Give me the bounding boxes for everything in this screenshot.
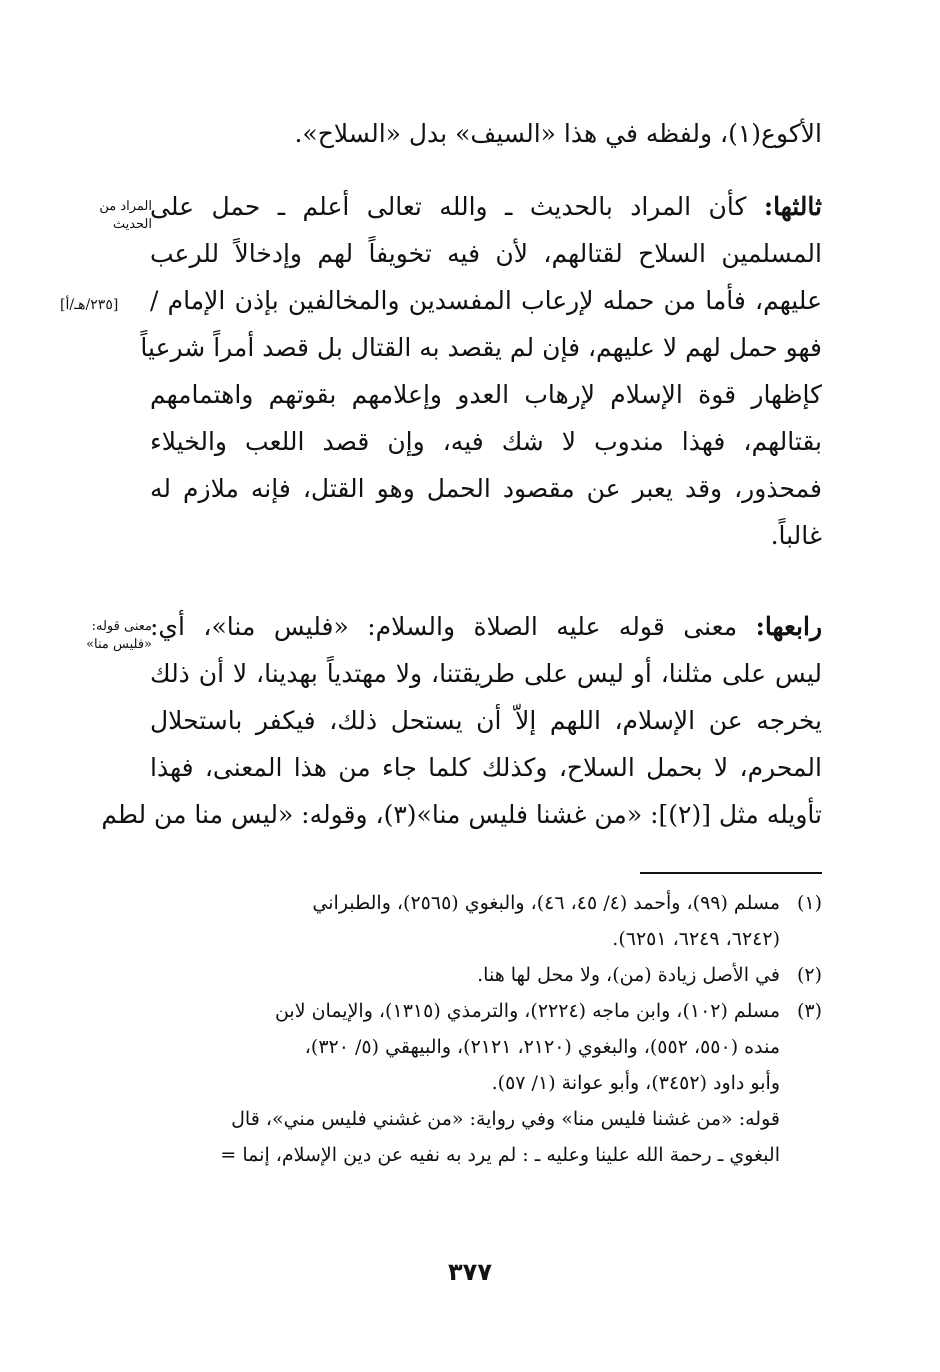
- text-line: كإظهار قوة الإسلام لإرهاب العدو وإعلامهم بقوتهم واهتمامهم: [150, 380, 822, 409]
- footnote-3: (٣)مسلم (١٠٢)، وابن ماجه (٢٢٢٤)، والترمذي (١٣١٥)، والإيمان لابن منده (٥٥٠، ٥٥٢)، والبغوي (٢١٢٠، ٢١٢١)، والبيهقي (٥/ ٣٢٠)، وأبو داود (٣٤٥٢)، وأبو عوانة (١/ ٥٧). قوله: «من غشنا فليس منا» وفي رواية: «من غشني فليس مني»، قال البغوي ـ رحمة الله علينا وعليه ـ : لم يرد به نفيه عن دين الإسلام، إنما =: [150, 993, 822, 1173]
- text-line: الأكوع(١)، ولفظه في هذا «السيف» بدل «السلاح».: [294, 119, 822, 148]
- footnote-number: (٢): [796, 964, 822, 986]
- margin-note-meaning-of-phrase: معنى قوله: «فليس منا»: [86, 619, 152, 652]
- text-line: يخرجه عن الإسلام، اللهم إلاّ أن يستحل ذلك، فيكفر باستحلال: [150, 706, 822, 735]
- text-line: بقتالهم، فهذا مندوب لا شك فيه، وإن قصد اللعب والخيلاء: [150, 427, 822, 456]
- paragraph-lead: رابعها:: [755, 612, 823, 641]
- text-line: عليهم، فأما من حمله لإرعاب المفسدين والمخالفين بإذن الإمام /: [150, 286, 822, 315]
- footnote-number: (١): [796, 892, 822, 914]
- paragraph-2: [140, 183, 822, 559]
- text-line: فمحذور، وقد يعبر عن مقصود الحمل وهو القتل، فإنه ملازم له: [150, 474, 822, 503]
- text-line: غالباً.: [770, 521, 822, 550]
- text-line: تأويله مثل [(٢)]: «من غشنا فليس منا»(٣)، وقوله: «ليس منا من لطم: [101, 800, 822, 829]
- text-line: المحرم، لا بحمل السلاح، وكذلك كلما جاء من هذا المعنى، فهذا: [150, 753, 822, 782]
- paragraph-1: [150, 110, 822, 157]
- page-number: ٣٧٧: [448, 1258, 492, 1286]
- text-line: فهو حمل لهم لا عليهم، فإن لم يقصد به القتال بل قصد أمراً شرعياً: [140, 333, 822, 362]
- text-line: رابعها: معنى قوله عليه الصلاة والسلام: «فليس منا»، أي:: [150, 612, 823, 641]
- text-line: ليس على مثلنا، أو ليس على طريقتنا، ولا مهتدياً بهدينا، لا أن ذلك: [150, 659, 822, 688]
- footnotes: [150, 885, 822, 1173]
- footnote-separator: [640, 872, 822, 874]
- manuscript-folio-marker: [٢٣٥/هـ/أ]: [60, 297, 119, 313]
- text-line: المسلمين السلاح لقتالهم، لأن فيه تخويفاً لهم وإدخالاً للرعب: [150, 239, 822, 268]
- footnote-1: (١)مسلم (٩٩)، وأحمد (٤/ ٤٥، ٤٦)، والبغوي (٢٥٦٥)، والطبراني (٦٢٤٢، ٦٢٤٩، ٦٢٥١).: [150, 885, 822, 957]
- text-line: ثالثها: كأن المراد بالحديث ـ والله تعالى أعلم ـ حمل على: [150, 192, 822, 221]
- footnote-2: (٢)في الأصل زيادة (من)، ولا محل لها هنا.: [150, 957, 822, 993]
- paragraph-lead: ثالثها:: [763, 192, 822, 221]
- footnote-number: (٣): [796, 1000, 822, 1022]
- margin-note-meaning-of-hadith: المراد من الحديث: [99, 199, 152, 232]
